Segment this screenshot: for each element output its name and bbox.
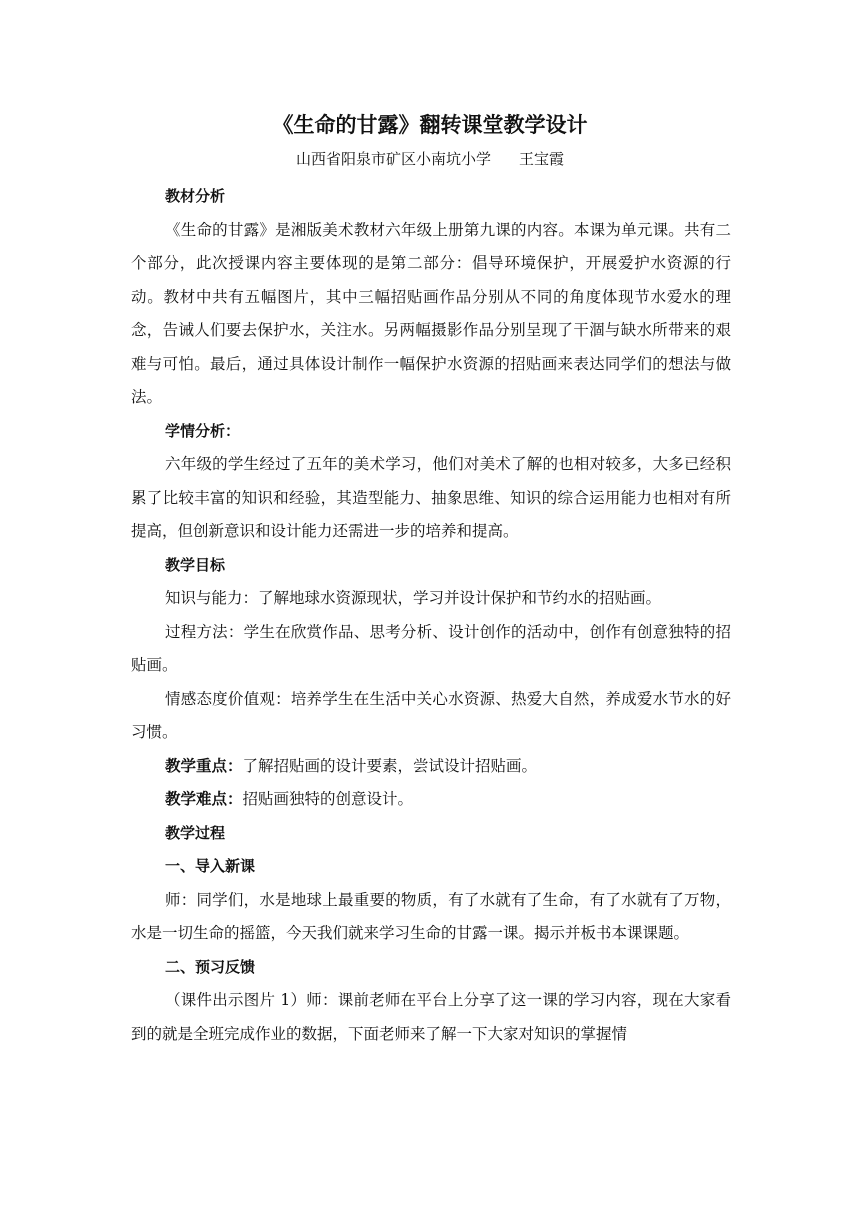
key-point-text: 了解招贴画的设计要素，尝试设计招贴画。 [242,756,538,775]
author-name: 王宝霞 [519,150,565,168]
paragraph-step1: 师：同学们，水是地球上最重要的物质，有了水就有了生命，有了水就有了万物，水是一切生命的摇篮，今天我们就来学习生命的甘露一课。揭示并板书本课课题。 [131,890,731,942]
section-heading-process: 教学过程 [165,823,226,842]
paragraph-goal-attitude: 情感态度价值观：培养学生在生活中关心水资源、热爱大自然，养成爱水节水的好习惯。 [131,689,731,741]
section-heading-material: 教材分析 [165,187,226,205]
document-body [131,180,731,1051]
paragraph-students: 六年级的学生经过了五年的美术学习，他们对美术了解的也相对较多，大多已经积累了比较丰富的知识和经验，其造型能力、抽象思维、知识的综合运用能力也相对有所提高，但创新意识和设计能力还需进一步的培养和提高。 [131,455,731,540]
section-heading-step1: 一、导入新课 [165,857,256,875]
section-heading-students: 学情分析： [165,421,241,440]
difficult-point-text: 招贴画独特的创意设计。 [242,790,414,808]
difficult-point-label: 教学难点： [165,790,243,808]
paragraph-step2: （课件出示图片 1）师：课前老师在平台上分享了这一课的学习内容，现在大家看到的就是全班完成作业的数据，下面老师来了解一下大家对知识的掌握情 [131,991,731,1043]
paragraph-difficult-point [131,783,731,817]
author-line [0,147,860,171]
paragraph-goal-knowledge: 知识与能力：了解地球水资源现状，学习并设计保护和节约水的招贴画。 [165,589,662,607]
section-heading-step2: 二、预习反馈 [165,957,256,976]
document-title: 《生命的甘露》翻转课堂教学设计 [272,113,588,137]
author-school: 山西省阳泉市矿区小南坑小学 [295,150,491,168]
key-point-label: 教学重点： [165,756,243,775]
paragraph-material: 《生命的甘露》是湘版美术教材六年级上册第九课的内容。本课为单元课。共有二个部分，此次授课内容主要体现的是第二部分：倡导环境保护，开展爱护水资源的行动。教材中共有五幅图片，其中三幅招贴画作品分别从不同的角度体现节水爱水的理念，告诫人们要去保护水，关注水。另两幅摄影作品分别呈现了干涸与缺水所带来的艰难与可怕。最后，通过具体设计制作一幅保护水资源的招贴画来表达同学们的想法与做法。 [131,220,731,406]
paragraph-goal-process: 过程方法：学生在欣赏作品、思考分析、设计创作的活动中，创作有创意独特的招贴画。 [131,622,731,674]
paragraph-key-point [131,750,731,784]
section-heading-goals: 教学目标 [165,555,226,574]
